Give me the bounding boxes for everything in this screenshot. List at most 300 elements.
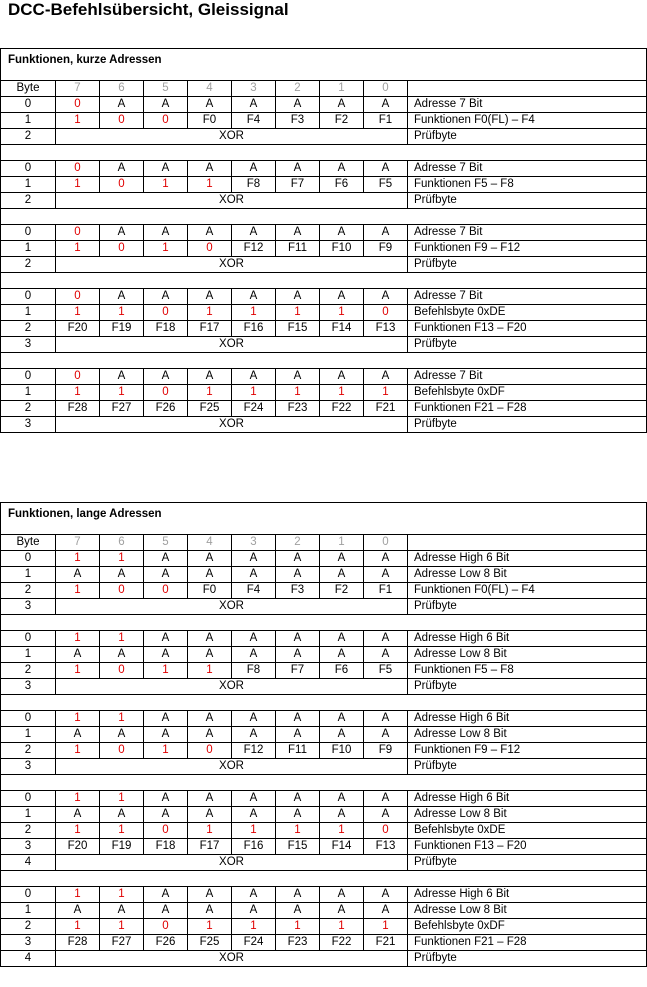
bit-cell: 1 — [56, 241, 100, 257]
bit-cell: A — [56, 567, 100, 583]
byte-description: Funktionen F21 – F28 — [408, 935, 647, 951]
bit-cell: A — [188, 161, 232, 177]
bit-cell: 1 — [100, 305, 144, 321]
bit-cell: A — [100, 289, 144, 305]
byte-number: 2 — [1, 193, 56, 209]
short-address-section — [0, 48, 647, 433]
bit-cell: A — [320, 551, 364, 567]
bit-cell: F2 — [320, 113, 364, 129]
byte-number: 3 — [1, 759, 56, 775]
command-table — [0, 48, 647, 433]
byte-description: Adresse High 6 Bit — [408, 631, 647, 647]
table-row — [1, 951, 647, 967]
byte-description: Adresse 7 Bit — [408, 369, 647, 385]
bit-cell: A — [232, 887, 276, 903]
bit-header-cell: 1 — [320, 81, 364, 97]
bit-cell: A — [188, 903, 232, 919]
bit-cell: 1 — [100, 551, 144, 567]
bit-cell: F26 — [144, 935, 188, 951]
bit-cell: A — [232, 567, 276, 583]
table-row — [1, 919, 647, 935]
bit-cell: 0 — [364, 305, 408, 321]
xor-cell: XOR — [56, 759, 408, 775]
bit-cell: A — [144, 807, 188, 823]
group-separator — [1, 145, 647, 161]
table-row — [1, 599, 647, 615]
bit-cell: A — [144, 791, 188, 807]
bit-header-cell: 2 — [276, 535, 320, 551]
bit-cell: A — [276, 807, 320, 823]
bit-header-cell: 4 — [188, 81, 232, 97]
xor-cell: XOR — [56, 257, 408, 273]
bit-cell: F2 — [320, 583, 364, 599]
bit-cell: A — [320, 647, 364, 663]
bit-cell: A — [100, 567, 144, 583]
bit-cell: A — [188, 289, 232, 305]
bit-cell: A — [232, 97, 276, 113]
byte-number: 1 — [1, 727, 56, 743]
table-row — [1, 193, 647, 209]
byte-number: 1 — [1, 241, 56, 257]
bit-cell: F10 — [320, 743, 364, 759]
byte-description: Funktionen F13 – F20 — [408, 839, 647, 855]
bit-cell: 0 — [56, 369, 100, 385]
xor-cell: XOR — [56, 129, 408, 145]
bit-cell: 0 — [364, 823, 408, 839]
byte-number: 1 — [1, 807, 56, 823]
bit-cell: 1 — [56, 177, 100, 193]
byte-number: 1 — [1, 903, 56, 919]
bit-cell: A — [364, 631, 408, 647]
section-heading: Funktionen, lange Adressen — [1, 503, 647, 535]
bit-cell: F12 — [232, 743, 276, 759]
byte-description: Adresse 7 Bit — [408, 161, 647, 177]
table-row — [1, 337, 647, 353]
byte-description: Funktionen F0(FL) – F4 — [408, 113, 647, 129]
bit-cell: 0 — [188, 743, 232, 759]
byte-description: Adresse High 6 Bit — [408, 551, 647, 567]
bit-cell: F20 — [56, 321, 100, 337]
table-row — [1, 385, 647, 401]
group-separator — [1, 273, 647, 289]
bit-cell: F4 — [232, 583, 276, 599]
page-title: DCC-Befehlsübersicht, Gleissignal — [8, 0, 289, 19]
bit-cell: 1 — [56, 305, 100, 321]
description-header — [408, 535, 647, 551]
bit-cell: A — [276, 791, 320, 807]
table-row — [1, 113, 647, 129]
group-separator — [1, 871, 647, 887]
bit-cell: F7 — [276, 663, 320, 679]
bit-cell: F1 — [364, 583, 408, 599]
bit-cell: A — [364, 887, 408, 903]
bit-cell: A — [144, 711, 188, 727]
bit-cell: A — [276, 903, 320, 919]
description-header — [408, 81, 647, 97]
bit-cell: 1 — [144, 177, 188, 193]
byte-header: Byte — [1, 81, 56, 97]
byte-description: Prüfbyte — [408, 193, 647, 209]
bit-cell: F22 — [320, 401, 364, 417]
bit-cell: A — [144, 727, 188, 743]
bit-cell: A — [232, 161, 276, 177]
bit-header-cell: 5 — [144, 81, 188, 97]
byte-description: Adresse Low 8 Bit — [408, 647, 647, 663]
bit-cell: A — [320, 727, 364, 743]
bit-header-cell: 0 — [364, 81, 408, 97]
byte-number: 2 — [1, 321, 56, 337]
byte-description: Prüfbyte — [408, 599, 647, 615]
bit-cell: A — [364, 647, 408, 663]
xor-cell: XOR — [56, 193, 408, 209]
table-row — [1, 321, 647, 337]
bit-cell: A — [144, 647, 188, 663]
bit-cell: F16 — [232, 839, 276, 855]
bit-cell: 1 — [144, 241, 188, 257]
bit-cell: 1 — [232, 919, 276, 935]
table-row — [1, 711, 647, 727]
bit-cell: 0 — [56, 161, 100, 177]
bit-cell: F23 — [276, 401, 320, 417]
bit-cell: 0 — [56, 225, 100, 241]
bit-cell: 0 — [100, 743, 144, 759]
bit-cell: F3 — [276, 583, 320, 599]
group-separator — [1, 353, 647, 369]
bit-header-cell: 3 — [232, 81, 276, 97]
bit-cell: A — [100, 807, 144, 823]
bit-cell: F18 — [144, 839, 188, 855]
byte-description: Adresse Low 8 Bit — [408, 567, 647, 583]
table-row — [1, 583, 647, 599]
bit-cell: A — [232, 903, 276, 919]
byte-number: 3 — [1, 839, 56, 855]
bit-cell: 0 — [56, 97, 100, 113]
byte-header: Byte — [1, 535, 56, 551]
byte-number: 0 — [1, 289, 56, 305]
table-row — [1, 727, 647, 743]
bit-cell: A — [276, 647, 320, 663]
bit-cell: A — [100, 727, 144, 743]
bit-cell: A — [276, 567, 320, 583]
group-separator — [1, 695, 647, 711]
byte-number: 0 — [1, 369, 56, 385]
bit-cell: 1 — [188, 663, 232, 679]
bit-cell: 1 — [100, 919, 144, 935]
bit-cell: A — [100, 369, 144, 385]
bit-cell: A — [144, 161, 188, 177]
bit-header-cell: 3 — [232, 535, 276, 551]
bit-cell: 0 — [100, 241, 144, 257]
bit-cell: A — [320, 97, 364, 113]
long-address-section — [0, 502, 647, 967]
bit-cell: 1 — [100, 791, 144, 807]
byte-description: Befehlsbyte 0xDF — [408, 919, 647, 935]
byte-number: 1 — [1, 113, 56, 129]
bit-cell: A — [320, 289, 364, 305]
table-row — [1, 97, 647, 113]
bit-cell: F4 — [232, 113, 276, 129]
bit-cell: F8 — [232, 663, 276, 679]
xor-cell: XOR — [56, 599, 408, 615]
byte-description: Befehlsbyte 0xDF — [408, 385, 647, 401]
bit-cell: 1 — [320, 823, 364, 839]
bit-cell: A — [364, 807, 408, 823]
bit-cell: 1 — [276, 823, 320, 839]
bit-cell: A — [188, 807, 232, 823]
bit-cell: A — [320, 711, 364, 727]
byte-description: Funktionen F5 – F8 — [408, 177, 647, 193]
table-row — [1, 631, 647, 647]
bit-cell: 1 — [364, 385, 408, 401]
bit-cell: A — [320, 225, 364, 241]
byte-number: 1 — [1, 177, 56, 193]
byte-description: Adresse High 6 Bit — [408, 887, 647, 903]
bit-cell: 1 — [276, 305, 320, 321]
bit-cell: F9 — [364, 743, 408, 759]
bit-cell: F0 — [188, 113, 232, 129]
bit-cell: 0 — [144, 919, 188, 935]
bit-cell: A — [364, 161, 408, 177]
bit-cell: A — [364, 567, 408, 583]
bit-cell: A — [320, 903, 364, 919]
bit-cell: A — [320, 567, 364, 583]
table-row — [1, 791, 647, 807]
bit-cell: F8 — [232, 177, 276, 193]
bit-header-cell: 1 — [320, 535, 364, 551]
bit-cell: F28 — [56, 401, 100, 417]
bit-cell: F1 — [364, 113, 408, 129]
bit-cell: A — [232, 727, 276, 743]
bit-cell: F18 — [144, 321, 188, 337]
bit-cell: F5 — [364, 177, 408, 193]
bit-cell: A — [364, 791, 408, 807]
byte-description: Adresse 7 Bit — [408, 97, 647, 113]
bit-cell: 1 — [100, 887, 144, 903]
bit-cell: F24 — [232, 401, 276, 417]
table-row — [1, 177, 647, 193]
bit-cell: A — [364, 225, 408, 241]
bit-cell: 1 — [320, 385, 364, 401]
bit-cell: A — [188, 551, 232, 567]
bit-cell: F16 — [232, 321, 276, 337]
bit-cell: F7 — [276, 177, 320, 193]
bit-cell: 1 — [56, 743, 100, 759]
table-row — [1, 679, 647, 695]
bit-cell: 1 — [100, 631, 144, 647]
byte-number: 2 — [1, 919, 56, 935]
bit-cell: 1 — [56, 791, 100, 807]
table-row — [1, 935, 647, 951]
bit-cell: 1 — [100, 385, 144, 401]
byte-description: Funktionen F5 – F8 — [408, 663, 647, 679]
byte-description: Funktionen F21 – F28 — [408, 401, 647, 417]
bit-cell: 1 — [56, 583, 100, 599]
bit-cell: F21 — [364, 935, 408, 951]
table-row — [1, 823, 647, 839]
bit-cell: 1 — [56, 113, 100, 129]
bit-cell: F17 — [188, 839, 232, 855]
bit-cell: 1 — [100, 711, 144, 727]
table-row — [1, 241, 647, 257]
bit-cell: F22 — [320, 935, 364, 951]
bit-cell: F13 — [364, 321, 408, 337]
bit-cell: F26 — [144, 401, 188, 417]
bit-cell: A — [188, 97, 232, 113]
bit-cell: 1 — [320, 305, 364, 321]
table-row — [1, 807, 647, 823]
table-row — [1, 855, 647, 871]
table-row — [1, 161, 647, 177]
bit-cell: F9 — [364, 241, 408, 257]
bit-cell: A — [188, 369, 232, 385]
bit-cell: 0 — [144, 113, 188, 129]
bit-cell: A — [100, 97, 144, 113]
bit-cell: 1 — [188, 823, 232, 839]
bit-header-cell: 6 — [100, 81, 144, 97]
bit-header-cell: 7 — [56, 81, 100, 97]
bit-cell: F23 — [276, 935, 320, 951]
group-separator — [1, 615, 647, 631]
table-row — [1, 551, 647, 567]
bit-cell: F27 — [100, 935, 144, 951]
byte-description: Prüfbyte — [408, 855, 647, 871]
byte-number: 3 — [1, 935, 56, 951]
byte-number: 2 — [1, 129, 56, 145]
bit-cell: 1 — [144, 743, 188, 759]
bit-cell: A — [364, 97, 408, 113]
bit-cell: A — [144, 225, 188, 241]
bit-cell: A — [100, 903, 144, 919]
bit-cell: A — [276, 369, 320, 385]
bit-cell: A — [364, 711, 408, 727]
bit-cell: A — [144, 289, 188, 305]
bit-cell: A — [56, 727, 100, 743]
bit-header-cell: 6 — [100, 535, 144, 551]
bit-cell: A — [364, 903, 408, 919]
byte-number: 3 — [1, 417, 56, 433]
bit-cell: A — [232, 225, 276, 241]
bit-cell: F21 — [364, 401, 408, 417]
bit-cell: F15 — [276, 839, 320, 855]
bit-cell: F25 — [188, 401, 232, 417]
bit-cell: 1 — [188, 385, 232, 401]
byte-number: 0 — [1, 161, 56, 177]
table-row — [1, 401, 647, 417]
bit-cell: F6 — [320, 177, 364, 193]
bit-cell: A — [232, 807, 276, 823]
table-row — [1, 417, 647, 433]
bit-cell: 1 — [232, 823, 276, 839]
bit-cell: F28 — [56, 935, 100, 951]
bit-cell: A — [56, 903, 100, 919]
table-row — [1, 903, 647, 919]
table-row — [1, 225, 647, 241]
table-row — [1, 663, 647, 679]
bit-cell: 0 — [100, 177, 144, 193]
byte-description: Funktionen F13 – F20 — [408, 321, 647, 337]
bit-cell: A — [276, 225, 320, 241]
byte-description: Adresse 7 Bit — [408, 225, 647, 241]
table-row — [1, 743, 647, 759]
byte-description: Prüfbyte — [408, 951, 647, 967]
bit-cell: F25 — [188, 935, 232, 951]
bit-header-row — [1, 535, 647, 551]
byte-description: Funktionen F9 – F12 — [408, 241, 647, 257]
bit-header-cell: 0 — [364, 535, 408, 551]
byte-description: Adresse Low 8 Bit — [408, 807, 647, 823]
bit-cell: 1 — [276, 919, 320, 935]
byte-description: Prüfbyte — [408, 337, 647, 353]
bit-cell: 0 — [188, 241, 232, 257]
bit-cell: F12 — [232, 241, 276, 257]
bit-header-cell: 7 — [56, 535, 100, 551]
bit-cell: 1 — [188, 177, 232, 193]
bit-cell: 0 — [100, 113, 144, 129]
bit-cell: A — [364, 289, 408, 305]
bit-cell: A — [276, 289, 320, 305]
bit-cell: F20 — [56, 839, 100, 855]
bit-cell: A — [320, 631, 364, 647]
bit-cell: 1 — [56, 919, 100, 935]
bit-cell: A — [232, 631, 276, 647]
bit-cell: A — [56, 647, 100, 663]
section-heading-row — [1, 503, 647, 535]
bit-cell: 1 — [144, 663, 188, 679]
xor-cell: XOR — [56, 679, 408, 695]
bit-cell: F24 — [232, 935, 276, 951]
bit-cell: 1 — [100, 823, 144, 839]
byte-number: 3 — [1, 679, 56, 695]
bit-cell: A — [232, 289, 276, 305]
xor-cell: XOR — [56, 337, 408, 353]
bit-cell: A — [100, 161, 144, 177]
bit-cell: F15 — [276, 321, 320, 337]
bit-cell: 0 — [100, 663, 144, 679]
table-row — [1, 647, 647, 663]
bit-cell: F13 — [364, 839, 408, 855]
bit-header-cell: 2 — [276, 81, 320, 97]
table-row — [1, 759, 647, 775]
bit-cell: 0 — [100, 583, 144, 599]
bit-cell: 1 — [56, 663, 100, 679]
bit-cell: A — [320, 791, 364, 807]
bit-cell: A — [188, 631, 232, 647]
bit-cell: A — [56, 807, 100, 823]
bit-cell: A — [144, 97, 188, 113]
byte-description: Adresse High 6 Bit — [408, 711, 647, 727]
bit-cell: A — [276, 631, 320, 647]
bit-cell: 1 — [188, 305, 232, 321]
group-separator — [1, 209, 647, 225]
byte-number: 3 — [1, 599, 56, 615]
bit-cell: 0 — [144, 305, 188, 321]
bit-cell: A — [320, 369, 364, 385]
table-row — [1, 305, 647, 321]
bit-cell: 1 — [276, 385, 320, 401]
byte-number: 2 — [1, 743, 56, 759]
bit-cell: 0 — [144, 583, 188, 599]
section-heading-row — [1, 49, 647, 81]
byte-number: 4 — [1, 855, 56, 871]
byte-description: Befehlsbyte 0xDE — [408, 823, 647, 839]
bit-cell: F11 — [276, 241, 320, 257]
bit-cell: F0 — [188, 583, 232, 599]
byte-number: 1 — [1, 567, 56, 583]
command-table — [0, 502, 647, 967]
byte-number: 0 — [1, 97, 56, 113]
byte-number: 0 — [1, 711, 56, 727]
byte-number: 0 — [1, 791, 56, 807]
